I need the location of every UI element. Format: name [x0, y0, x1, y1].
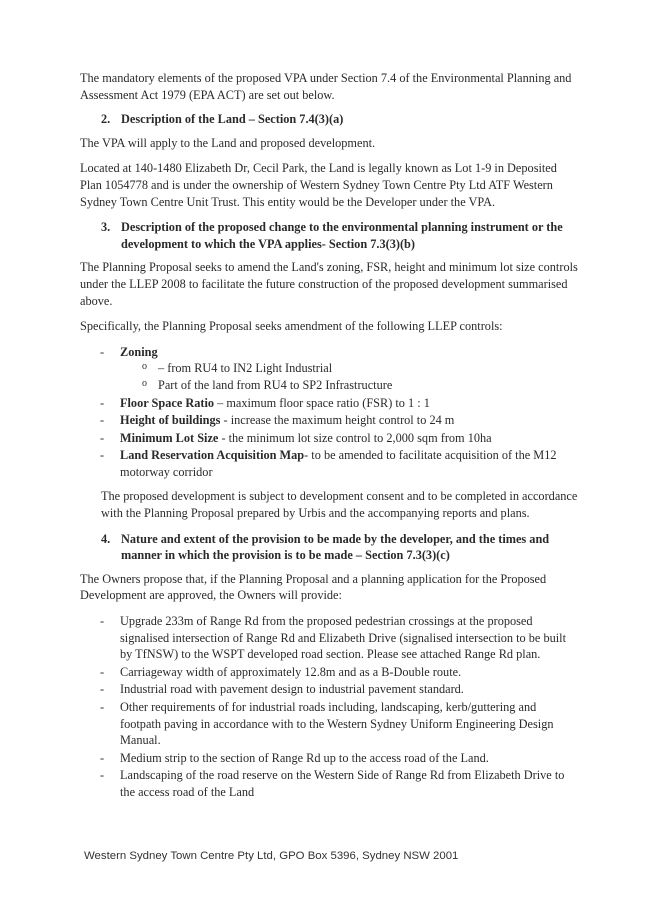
section-4-paragraph-1: The Owners propose that, if the Planning Proposal and a planning application for the Proposed Development are approved, the Owners will provide: [80, 571, 547, 603]
section-3-number: 3. [101, 220, 111, 235]
list-item [100, 430, 580, 447]
section-4-title: Nature and extent of the provision to be made by the developer, and the times and manner in which the provision is to be made – Section 7.3(3)(c) [121, 531, 550, 563]
list-item [100, 447, 580, 480]
section-4-number: 4. [101, 531, 111, 546]
lram-label: Land Reservation Acquisition Map [120, 448, 305, 463]
list-item: - Upgrade 233m of Range Rd from the proposed pedestrian crossings at the proposed signalised intersection of Range Rd and Elizabeth Drive (signalised intersection to be built by TfNSW) to the WSPT developed road section. Please see attached Range Rd plan. [100, 613, 580, 663]
section-3-paragraph-2: Specifically, the Planning Proposal seeks amendment of the following LLEP controls: [80, 319, 503, 334]
fsr-text: – maximum floor space ratio (FSR) to 1 : 1 [214, 395, 430, 410]
section-3-heading [101, 219, 580, 252]
list-item [100, 395, 580, 412]
provisions-list [80, 613, 580, 801]
section-4-heading [101, 531, 580, 564]
section-2-heading [101, 111, 580, 128]
list-item: - Other requirements of for industrial roads including, landscaping, kerb/guttering and footpath paving in accordance with to the Western Sydney Uniform Engineering Design Manual. [100, 699, 580, 749]
lot-size-text: - the minimum lot size control to 2,000 sqm from 10ha [218, 430, 492, 445]
section-2-title: Description of the Land – Section 7.4(3)(a) [121, 112, 344, 127]
intro-paragraph: The mandatory elements of the proposed VPA under Section 7.4 of the Environmental Planning and Assessment Act 1979 (EPA ACT) are set out below. [80, 71, 572, 102]
lot-size-label: Minimum Lot Size [120, 430, 219, 445]
fsr-label: Floor Space Ratio [120, 395, 215, 410]
list-item: - Industrial road with pavement design to industrial pavement standard. [100, 681, 580, 698]
zoning-label: Zoning [120, 344, 158, 359]
section-3-paragraph-3: The proposed development is subject to development consent and to be completed in accordance with the Planning Proposal prepared by Urbis and the accompanying reports and plans. [101, 489, 578, 521]
list-item: - Medium strip to the section of Range Rd up to the access road of the Land. [100, 750, 580, 767]
list-item: - Landscaping of the road reserve on the Western Side of Range Rd from Elizabeth Drive to the access road of the Land [100, 767, 580, 800]
height-text: - increase the maximum height control to 24 m [220, 413, 455, 428]
list-item [100, 412, 580, 429]
zoning-sublist [120, 360, 580, 393]
lram-text: - to be amended to facilitate acquisition of the M12 motorway corridor [120, 448, 557, 479]
list-item: - Carriageway width of approximately 12.8m and as a B-Double route. [100, 664, 580, 681]
section-3-paragraph-1: The Planning Proposal seeks to amend the Land's zoning, FSR, height and minimum lot size controls under the LLEP 2008 to facilitate the future construction of the proposed development summarised above. [80, 260, 578, 308]
list-item: o – from RU4 to IN2 Light Industrial [142, 360, 580, 377]
section-3-title: Description of the proposed change to the environmental planning instrument or the development to which the VPA applies- Section 7.3(3)(b) [121, 220, 563, 251]
document-page [80, 70, 580, 809]
llep-controls-list [80, 344, 580, 481]
height-label: Height of buildings [120, 413, 221, 428]
page-footer: Western Sydney Town Centre Pty Ltd, GPO Box 5396, Sydney NSW 2001 [84, 850, 459, 862]
section-2-paragraph-1: The VPA will apply to the Land and proposed development. [80, 135, 376, 150]
section-2-paragraph-2: Located at 140-1480 Elizabeth Dr, Cecil Park, the Land is legally known as Lot 1-9 in Deposited Plan 1054778 and is under the ownership of Western Sydney Town Centre Pty Ltd ATF Western Sydney Town Centre Unit Trust. This entity would be the Developer under the VPA. [80, 161, 557, 209]
section-2-number: 2. [101, 112, 111, 127]
list-item: o Part of the land from RU4 to SP2 Infrastructure [142, 377, 580, 394]
list-item [100, 344, 580, 394]
